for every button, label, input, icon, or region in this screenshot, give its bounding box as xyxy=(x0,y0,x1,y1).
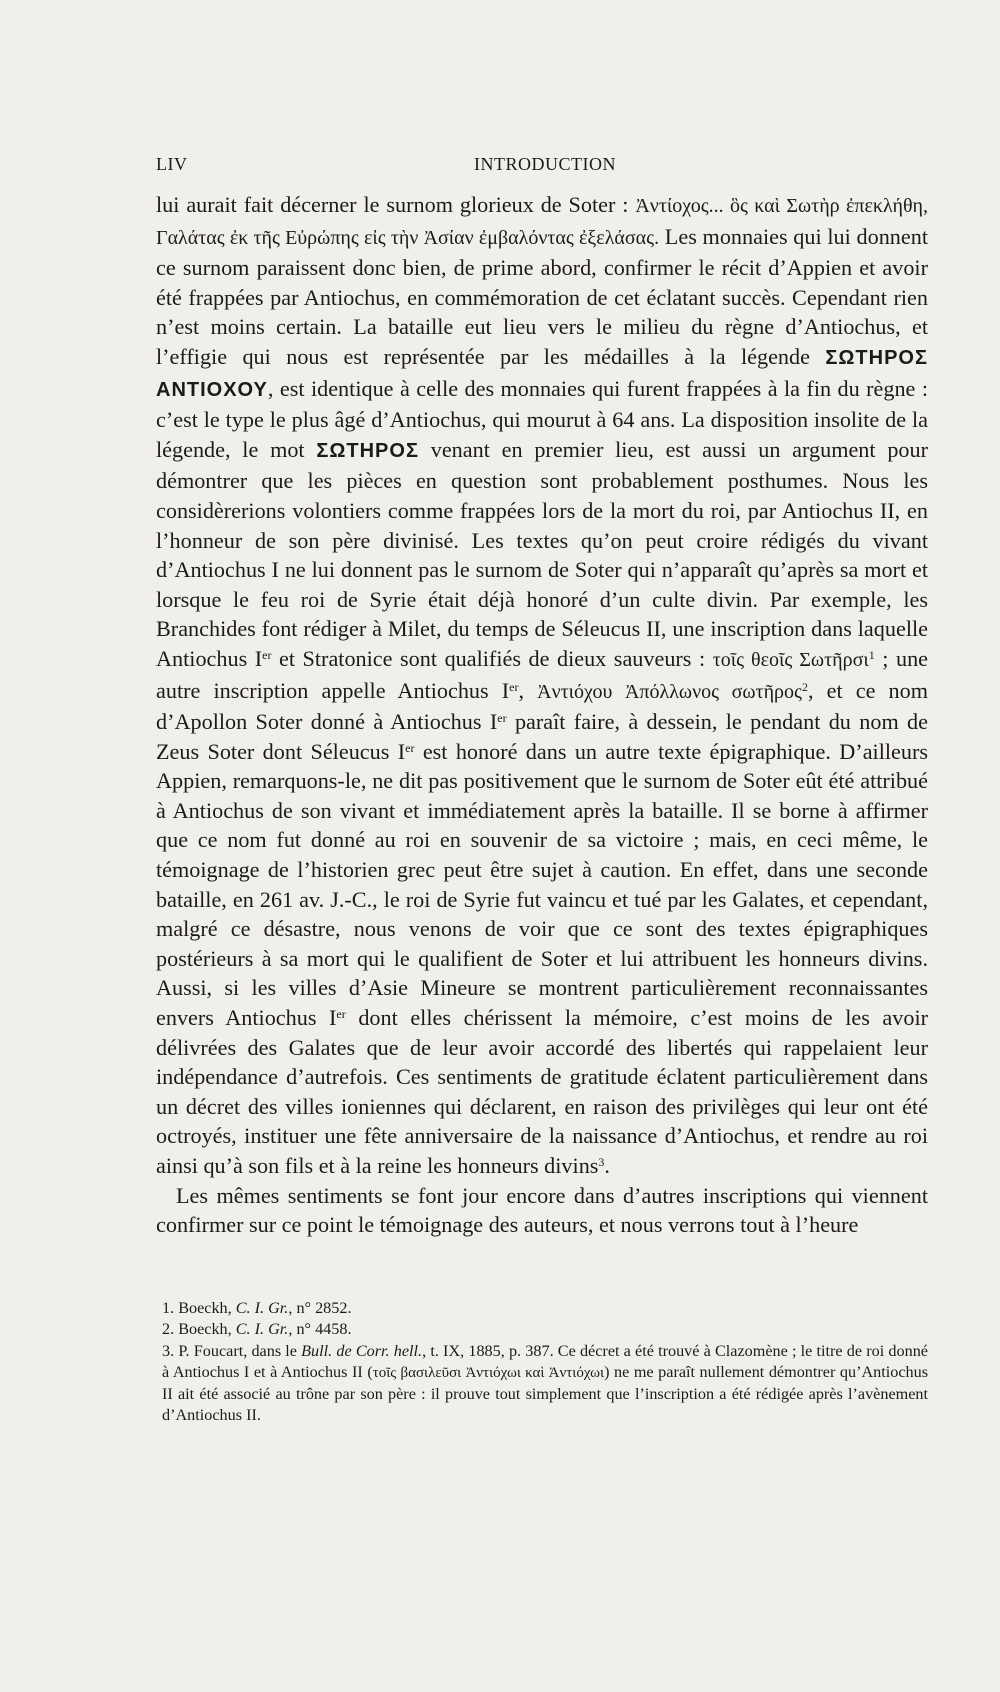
superscript: er xyxy=(509,679,519,694)
footnote-author: Boeckh, xyxy=(178,1320,232,1339)
footnote-reference: , n° 2852. xyxy=(288,1299,352,1317)
paragraph-2: Les mêmes sentiments se font jour encore dans d’autres inscriptions qui viennent confirmer sur ce point le témoignage des auteurs, et nous verrons tout à l’heure xyxy=(156,1182,928,1238)
page-number: LIV xyxy=(156,154,188,174)
superscript: er xyxy=(336,1007,346,1022)
paragraph-1 xyxy=(156,190,928,1181)
footnote-work: C. I. Gr. xyxy=(235,1299,289,1317)
greek-quotation: τοῖς θεοῖς Σωτῆρσι xyxy=(712,648,869,671)
page-header xyxy=(156,154,616,178)
text-run: lui aurait fait décerner le surnom glorieux de Soter : xyxy=(156,192,636,217)
footnote-number: 1. xyxy=(162,1299,175,1317)
footnote-text: P. Foucart, dans le xyxy=(178,1341,302,1360)
footnote-number: 2. xyxy=(162,1320,175,1339)
text-run: paraît faire, à dessein, le pendant du nom de Zeus Soter dont Séleucus I xyxy=(156,709,928,764)
footnotes xyxy=(156,1298,928,1427)
text-run: dont elles chérissent la mémoire, c’est moins de les avoir délivrées des Galates que de leur avoir accordé des libertés qui rappelaient leur indépendance d’autrefois. Ces sentiments de gratitude éclatent particulièrement dans un décret des villes ioniennes qui déclarent, en raison des privilèges qui leur ont été octroyés, instituer une fête anniversaire de la naissance d’Antiochus, et rendre au roi ainsi qu’à son fils et à la reine les honneurs divins xyxy=(156,1005,928,1178)
footnote-3 xyxy=(156,1341,928,1427)
greek-quotation: Ἀντίοχος... ὃς καὶ Σωτὴρ ἐπεκλήθη, Γαλάτας ἐκ τῆς Εὐρώπης εἰς τὴν Ἀσίαν ἐμβαλόντας ἐξελάσας. xyxy=(156,195,929,249)
running-head: INTRODUCTION xyxy=(474,154,616,174)
coin-legend: ΣΩΤΗΡΟΣ ΑΝΤΙΟΧΟΥ xyxy=(156,346,928,401)
footnote-ref-2[interactable]: 2 xyxy=(801,679,808,694)
footnote-reference: , n° 4458. xyxy=(288,1320,352,1339)
footnote-text: ) ne me paraît nullement démontrer qu’Antiochus II ait été associé au trône par son père : il prouve tout simplement que l’inscription a été rédigée après l’avènement d’Antiochus II. xyxy=(162,1362,929,1425)
greek-quotation: Ἀντιόχου Ἀπόλλωνος σωτῆρος xyxy=(537,680,802,703)
superscript: er xyxy=(497,711,507,726)
superscript: er xyxy=(262,647,272,662)
footnote-author: Boeckh, xyxy=(178,1299,232,1317)
footnote-ref-1[interactable]: 1 xyxy=(868,647,875,662)
text-run: . xyxy=(604,1153,610,1178)
text-run: , et ce nom d’Apollon Soter donné à Antiochus I xyxy=(156,677,929,735)
footnote-text: , t. IX, 1885, p. 387. Ce décret a été trouvé à Clazomène ; le titre de roi donné à Antiochus I et à Antiochus II ( xyxy=(162,1341,928,1381)
text-run: est honoré dans un autre texte épigraphique. D’ailleurs Appien, remarquons-le, ne dit pas positivement que le surnom de Soter eût été attribué à Antiochus de son vivant et immédiatement après la bataille. Il se borne à affirmer que ce nom fut donné au roi en souvenir de sa victoire ; mais, en ceci même, le témoignage de l’historien grec peut être sujet à caution. En effet, dans une seconde bataille, en 261 av. J.-C., le roi de Syrie fut vaincu et tué par les Galates, et cependant, malgré ce désastre, nous venons de voir que ce sont des textes épigraphiques postérieurs à sa mort qui le qualifient de Soter et lui attribuent les honneurs divins. Aussi, si les villes d’Asie Mineure se montrent particulièrement reconnaissantes envers Antiochus I xyxy=(156,738,929,1031)
text-run: et Stratonice sont qualifiés de dieux sauveurs : xyxy=(271,645,713,671)
text-run: venant en premier lieu, est aussi un argument pour démontrer que les pièces en question sont probablement posthumes. Nous les considèrerions volontiers comme frappées lors de la mort du roi, par Antiochus II, en l’honneur de son père divinisé. Les textes qu’on peut croire rédigés du vivant d’Antiochus I ne lui donnent pas le surnom de Soter qui n’apparaît qu’après sa mort et lorsque le feu roi de Syrie était déjà honoré d’un culte divin. Par exemple, les Branchides font rédiger à Milet, du temps de Séleucus II, une inscription dans laquelle Antiochus I xyxy=(156,436,928,671)
footnote-ref-3[interactable]: 3 xyxy=(598,1155,605,1169)
text-run: ; une autre inscription appelle Antiochus I xyxy=(156,645,929,703)
footnote-number: 3. xyxy=(162,1341,175,1360)
text-run: , xyxy=(518,677,538,703)
footnote-greek: τοῖς βασιλεῦσι Ἀντιόχωι καὶ Ἀντιόχωι xyxy=(372,1364,605,1381)
main-text xyxy=(156,190,928,1240)
coin-legend-word: ΣΩΤΗΡΟΣ xyxy=(316,439,419,462)
footnote-journal: Bull. de Corr. hell. xyxy=(301,1341,423,1360)
footnote-work: C. I. Gr. xyxy=(235,1320,289,1339)
footnote-2 xyxy=(156,1319,928,1340)
superscript: er xyxy=(405,740,415,755)
text-run: , est identique à celle des monnaies qui furent frappées à la fin du règne : c’est le type le plus âgé d’Antiochus, qui mourut à 64 ans. La disposition insolite de la légende, le mot xyxy=(156,375,928,462)
text-run: Les monnaies qui lui donnent ce surnom paraissent donc bien, de prime abord, confirmer le récit d’Appien et avoir été frappées par Antiochus, en commémoration de cet éclatant succès. Cependant rien n’est moins certain. La bataille eut lieu vers le milieu du règne d’Antiochus, et l’effigie qui nous est représentée par les médailles à la légende xyxy=(156,223,929,369)
footnote-1 xyxy=(156,1298,928,1319)
